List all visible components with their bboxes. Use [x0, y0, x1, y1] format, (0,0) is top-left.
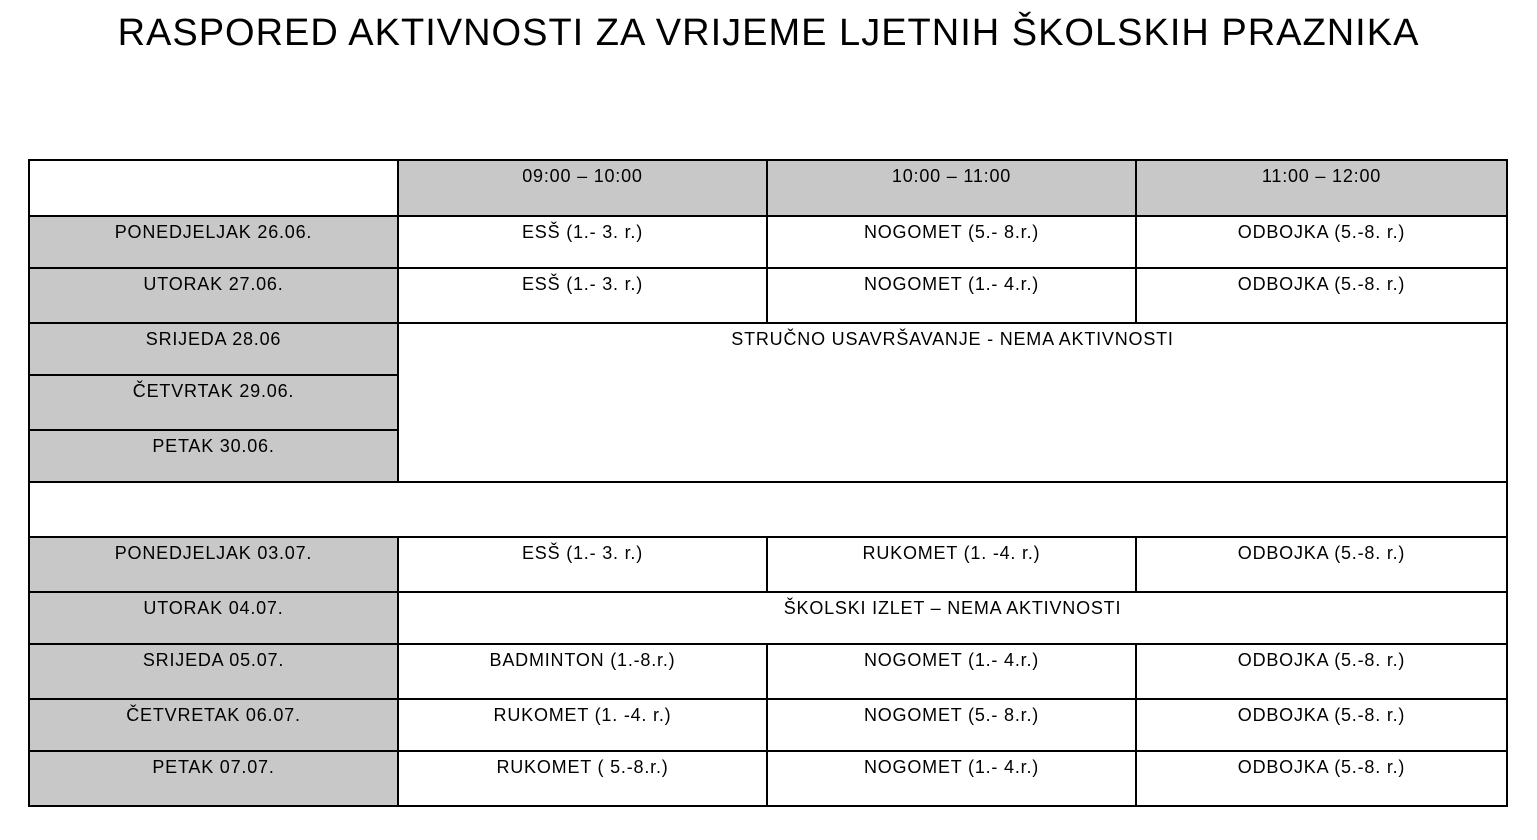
- time-slot-header: 10:00 – 11:00: [767, 160, 1136, 216]
- table-row: [29, 323, 1507, 375]
- table-row: [29, 537, 1507, 592]
- table-row: [29, 268, 1507, 323]
- day-label: PONEDJELJAK 26.06.: [29, 216, 398, 268]
- day-label: UTORAK 04.07.: [29, 592, 398, 644]
- schedule-table: [28, 159, 1508, 807]
- activity-cell: ESŠ (1.- 3. r.): [398, 216, 767, 268]
- week-separator: [29, 482, 1507, 537]
- activity-cell: ODBOJKA (5.-8. r.): [1136, 751, 1507, 806]
- activity-cell: RUKOMET (1. -4. r.): [767, 537, 1136, 592]
- day-label: ČETVRTAK 29.06.: [29, 375, 398, 430]
- activity-cell: ODBOJKA (5.-8. r.): [1136, 699, 1507, 751]
- activity-cell: ESŠ (1.- 3. r.): [398, 537, 767, 592]
- day-label: SRIJEDA 28.06: [29, 323, 398, 375]
- activity-cell: ODBOJKA (5.-8. r.): [1136, 644, 1507, 699]
- activity-cell: NOGOMET (5.- 8.r.): [767, 699, 1136, 751]
- week-separator-row: [29, 482, 1507, 537]
- activity-cell: ODBOJKA (5.-8. r.): [1136, 216, 1507, 268]
- activity-cell: BADMINTON (1.-8.r.): [398, 644, 767, 699]
- day-label: UTORAK 27.06.: [29, 268, 398, 323]
- day-label: PETAK 07.07.: [29, 751, 398, 806]
- activity-cell: NOGOMET (5.- 8.r.): [767, 216, 1136, 268]
- time-slot-header: 11:00 – 12:00: [1136, 160, 1507, 216]
- activity-cell: NOGOMET (1.- 4.r.): [767, 644, 1136, 699]
- activity-cell: RUKOMET (1. -4. r.): [398, 699, 767, 751]
- corner-cell: [29, 160, 398, 216]
- day-label: PETAK 30.06.: [29, 430, 398, 482]
- day-label: SRIJEDA 05.07.: [29, 644, 398, 699]
- day-label: PONEDJELJAK 03.07.: [29, 537, 398, 592]
- page-title: RASPORED AKTIVNOSTI ZA VRIJEME LJETNIH ŠKOLSKIH PRAZNIKA: [117, 12, 1420, 54]
- activity-cell: RUKOMET ( 5.-8.r.): [398, 751, 767, 806]
- no-activity-notice: STRUČNO USAVRŠAVANJE - NEMA AKTIVNOSTI: [398, 323, 1507, 482]
- activity-cell: ESŠ (1.- 3. r.): [398, 268, 767, 323]
- trip-notice: ŠKOLSKI IZLET – NEMA AKTIVNOSTI: [398, 592, 1507, 644]
- activity-cell: NOGOMET (1.- 4.r.): [767, 268, 1136, 323]
- activity-cell: ODBOJKA (5.-8. r.): [1136, 268, 1507, 323]
- table-row: [29, 216, 1507, 268]
- table-row: [29, 699, 1507, 751]
- day-label: ČETVRETAK 06.07.: [29, 699, 398, 751]
- time-slot-header: 09:00 – 10:00: [398, 160, 767, 216]
- activity-cell: ODBOJKA (5.-8. r.): [1136, 537, 1507, 592]
- table-row: [29, 644, 1507, 699]
- table-row: [29, 751, 1507, 806]
- activity-cell: NOGOMET (1.- 4.r.): [767, 751, 1136, 806]
- header-row: [29, 160, 1507, 216]
- table-row: [29, 592, 1507, 644]
